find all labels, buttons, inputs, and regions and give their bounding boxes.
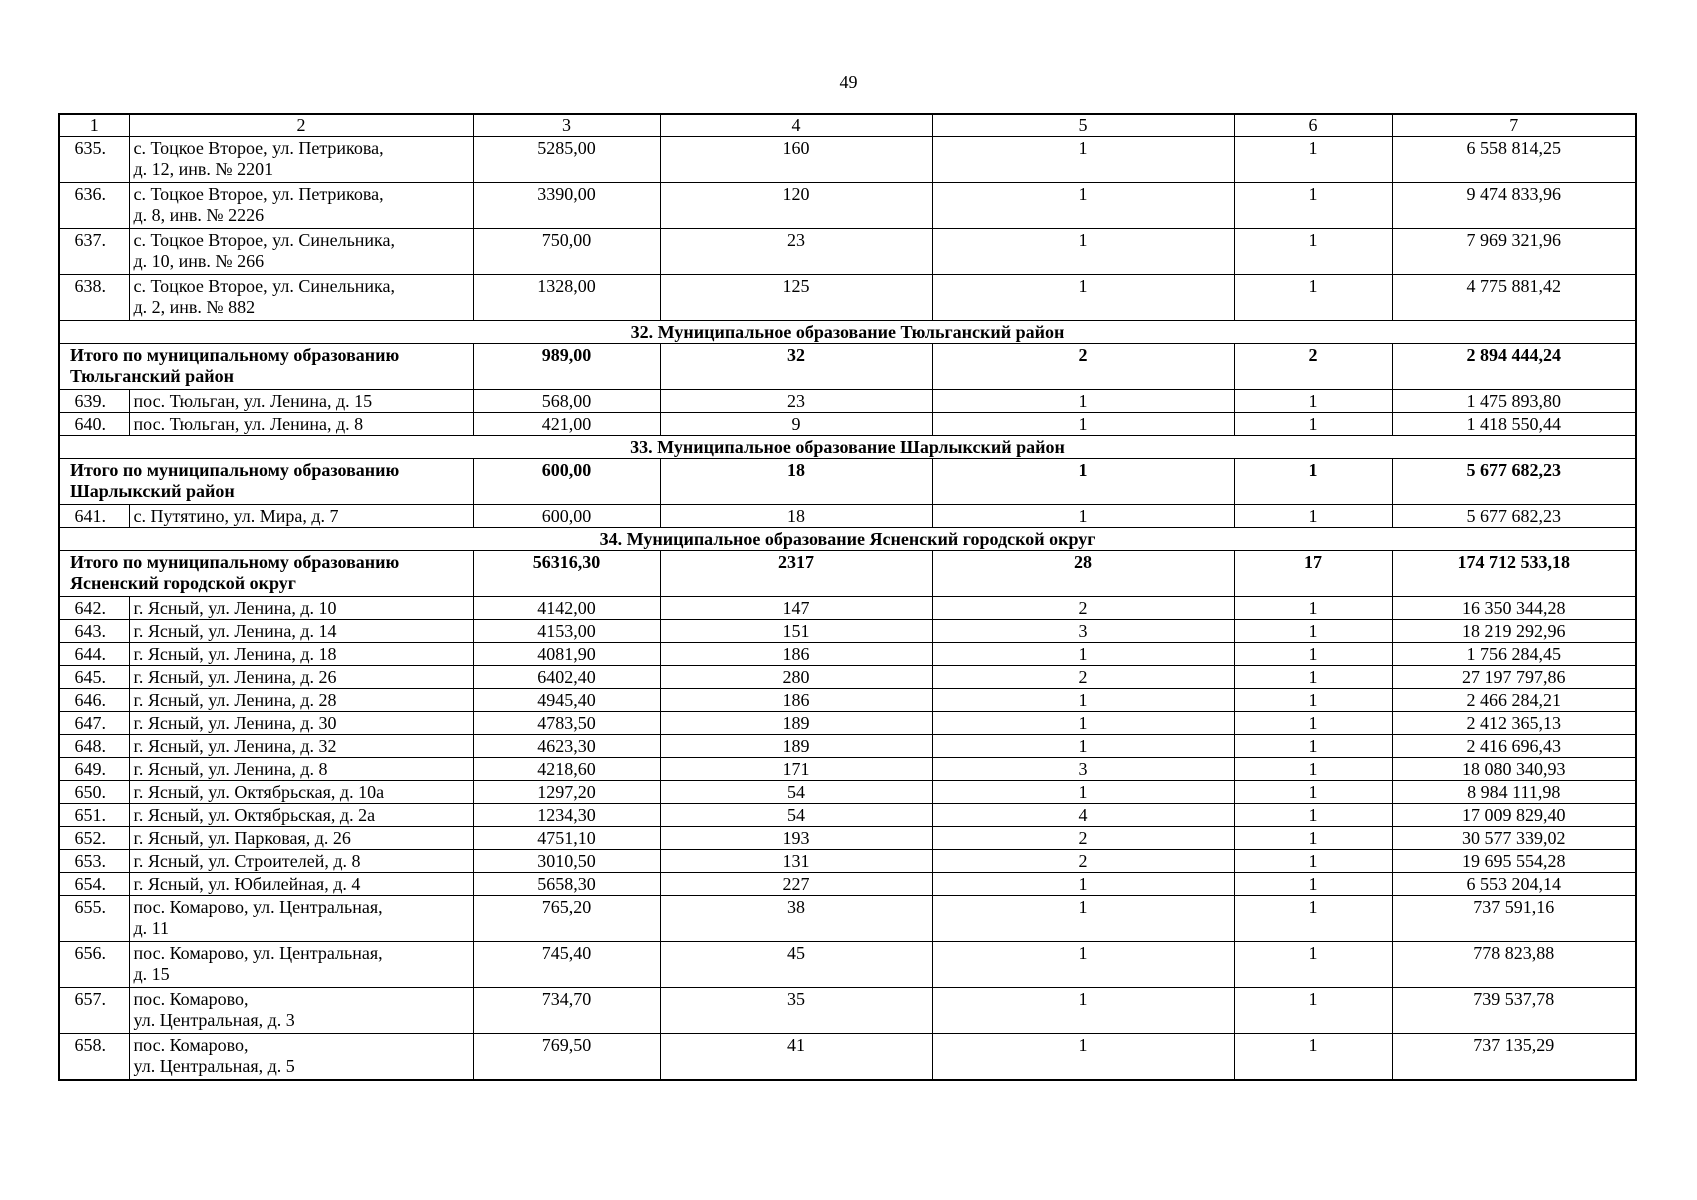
value-c3: 4218,60 [473, 758, 660, 781]
value-c4: 151 [660, 620, 932, 643]
total-label [59, 459, 473, 505]
value-c5: 2 [932, 597, 1234, 620]
value-c6: 1 [1234, 827, 1392, 850]
table-row [59, 229, 1636, 275]
value-c6: 1 [1234, 781, 1392, 804]
address-line: д. 11 [133, 918, 169, 938]
value-c6: 1 [1234, 689, 1392, 712]
total-label-line: Итого по муниципальному образованию [70, 460, 400, 480]
total-value-c7: 5 677 682,23 [1392, 459, 1636, 505]
page-number: 49 [839, 72, 858, 92]
total-label-line: Шарлыкский район [70, 481, 235, 501]
table-row [59, 758, 1636, 781]
row-number: 643. [59, 620, 129, 643]
row-number: 656. [59, 942, 129, 988]
value-c5: 2 [932, 850, 1234, 873]
row-number: 640. [59, 413, 129, 436]
value-c6: 1 [1234, 137, 1392, 183]
value-c6: 1 [1234, 1034, 1392, 1081]
value-c7: 7 969 321,96 [1392, 229, 1636, 275]
value-c3: 4783,50 [473, 712, 660, 735]
value-c6: 1 [1234, 390, 1392, 413]
header-cell: 5 [932, 114, 1234, 137]
value-c6: 1 [1234, 597, 1392, 620]
header-cell: 2 [129, 114, 473, 137]
value-c4: 9 [660, 413, 932, 436]
total-value-c6: 2 [1234, 344, 1392, 390]
row-number: 644. [59, 643, 129, 666]
address-line: г. Ясный, ул. Строителей, д. 8 [133, 851, 361, 871]
table-row [59, 827, 1636, 850]
address-cell [129, 781, 473, 804]
section-title: 34. Муниципальное образование Ясненский городской округ [59, 528, 1636, 551]
table-row [59, 896, 1636, 942]
address-cell [129, 942, 473, 988]
address-cell [129, 620, 473, 643]
section-title: 33. Муниципальное образование Шарлыкский район [59, 436, 1636, 459]
value-c4: 54 [660, 804, 932, 827]
value-c6: 1 [1234, 873, 1392, 896]
table-row [59, 643, 1636, 666]
address-cell [129, 643, 473, 666]
value-c6: 1 [1234, 229, 1392, 275]
value-c4: 186 [660, 643, 932, 666]
value-c7: 18 080 340,93 [1392, 758, 1636, 781]
row-number: 641. [59, 505, 129, 528]
address-line: г. Ясный, ул. Ленина, д. 30 [133, 713, 337, 733]
address-cell [129, 505, 473, 528]
value-c3: 745,40 [473, 942, 660, 988]
value-c6: 1 [1234, 735, 1392, 758]
table-row [59, 712, 1636, 735]
value-c5: 1 [932, 643, 1234, 666]
address-cell [129, 390, 473, 413]
total-value-c7: 2 894 444,24 [1392, 344, 1636, 390]
value-c7: 1 418 550,44 [1392, 413, 1636, 436]
total-value-c7: 174 712 533,18 [1392, 551, 1636, 597]
value-c7: 5 677 682,23 [1392, 505, 1636, 528]
address-line: ул. Центральная, д. 3 [133, 1010, 295, 1030]
section-header-row [59, 321, 1636, 344]
total-row [59, 344, 1636, 390]
value-c5: 1 [932, 183, 1234, 229]
address-cell [129, 275, 473, 321]
value-c7: 6 558 814,25 [1392, 137, 1636, 183]
address-line: д. 2, инв. № 882 [133, 297, 256, 317]
header-cell: 6 [1234, 114, 1392, 137]
row-number: 658. [59, 1034, 129, 1081]
total-value-c5: 2 [932, 344, 1234, 390]
address-line: пос. Тюльган, ул. Ленина, д. 15 [133, 391, 373, 411]
address-line: д. 12, инв. № 2201 [133, 159, 274, 179]
value-c5: 1 [932, 390, 1234, 413]
value-c4: 54 [660, 781, 932, 804]
value-c5: 1 [932, 1034, 1234, 1081]
row-number: 652. [59, 827, 129, 850]
address-cell [129, 1034, 473, 1081]
value-c3: 4081,90 [473, 643, 660, 666]
section-header-row [59, 436, 1636, 459]
value-c7: 737 591,16 [1392, 896, 1636, 942]
value-c3: 3390,00 [473, 183, 660, 229]
header-cell: 1 [59, 114, 129, 137]
value-c5: 1 [932, 229, 1234, 275]
value-c4: 193 [660, 827, 932, 850]
address-line: с. Тоцкое Второе, ул. Синельника, [133, 230, 396, 250]
registry-table [58, 113, 1637, 1081]
address-cell [129, 804, 473, 827]
total-value-c5: 1 [932, 459, 1234, 505]
value-c3: 734,70 [473, 988, 660, 1034]
table-row [59, 620, 1636, 643]
value-c5: 3 [932, 620, 1234, 643]
table-row [59, 390, 1636, 413]
value-c5: 1 [932, 413, 1234, 436]
address-line: д. 8, инв. № 2226 [133, 205, 265, 225]
value-c7: 9 474 833,96 [1392, 183, 1636, 229]
row-number: 642. [59, 597, 129, 620]
value-c7: 4 775 881,42 [1392, 275, 1636, 321]
table-row [59, 1034, 1636, 1081]
section-header-row [59, 528, 1636, 551]
value-c7: 1 475 893,80 [1392, 390, 1636, 413]
header-cell: 4 [660, 114, 932, 137]
table-row [59, 942, 1636, 988]
address-cell [129, 229, 473, 275]
table-row [59, 275, 1636, 321]
address-line: пос. Комарово, ул. Центральная, [133, 943, 383, 963]
value-c7: 18 219 292,96 [1392, 620, 1636, 643]
row-number: 637. [59, 229, 129, 275]
address-cell [129, 988, 473, 1034]
value-c6: 1 [1234, 712, 1392, 735]
value-c3: 568,00 [473, 390, 660, 413]
address-cell [129, 827, 473, 850]
address-line: г. Ясный, ул. Октябрьская, д. 2а [133, 805, 376, 825]
table-row [59, 873, 1636, 896]
value-c4: 41 [660, 1034, 932, 1081]
value-c3: 765,20 [473, 896, 660, 942]
value-c7: 6 553 204,14 [1392, 873, 1636, 896]
table-row [59, 413, 1636, 436]
value-c4: 18 [660, 505, 932, 528]
total-label-line: Итого по муниципальному образованию [70, 345, 400, 365]
address-line: пос. Комарово, [133, 1035, 249, 1055]
header-cell: 7 [1392, 114, 1636, 137]
value-c3: 1234,30 [473, 804, 660, 827]
value-c3: 5285,00 [473, 137, 660, 183]
address-line: г. Ясный, ул. Парковая, д. 26 [133, 828, 351, 848]
value-c4: 23 [660, 229, 932, 275]
address-cell [129, 413, 473, 436]
value-c3: 750,00 [473, 229, 660, 275]
value-c6: 1 [1234, 505, 1392, 528]
value-c6: 1 [1234, 183, 1392, 229]
value-c6: 1 [1234, 666, 1392, 689]
row-number: 650. [59, 781, 129, 804]
value-c5: 1 [932, 505, 1234, 528]
value-c7: 17 009 829,40 [1392, 804, 1636, 827]
total-value-c6: 1 [1234, 459, 1392, 505]
total-value-c4: 2317 [660, 551, 932, 597]
total-value-c4: 32 [660, 344, 932, 390]
row-number: 636. [59, 183, 129, 229]
value-c6: 1 [1234, 413, 1392, 436]
value-c4: 125 [660, 275, 932, 321]
value-c3: 600,00 [473, 505, 660, 528]
value-c5: 1 [932, 781, 1234, 804]
address-cell [129, 137, 473, 183]
total-value-c5: 28 [932, 551, 1234, 597]
value-c5: 1 [932, 712, 1234, 735]
column-number-header [59, 114, 1636, 137]
value-c4: 38 [660, 896, 932, 942]
row-number: 635. [59, 137, 129, 183]
value-c5: 1 [932, 735, 1234, 758]
value-c6: 1 [1234, 804, 1392, 827]
total-value-c4: 18 [660, 459, 932, 505]
total-label [59, 551, 473, 597]
address-line: г. Ясный, ул. Ленина, д. 26 [133, 667, 337, 687]
section-title: 32. Муниципальное образование Тюльганский район [59, 321, 1636, 344]
table-row [59, 666, 1636, 689]
value-c4: 120 [660, 183, 932, 229]
value-c3: 1328,00 [473, 275, 660, 321]
total-label-line: Ясненский городской округ [70, 573, 296, 593]
value-c4: 280 [660, 666, 932, 689]
value-c7: 19 695 554,28 [1392, 850, 1636, 873]
value-c4: 23 [660, 390, 932, 413]
value-c5: 1 [932, 942, 1234, 988]
total-label-line: Тюльганский район [70, 366, 234, 386]
value-c5: 1 [932, 689, 1234, 712]
value-c5: 1 [932, 896, 1234, 942]
table-row [59, 137, 1636, 183]
row-number: 638. [59, 275, 129, 321]
row-number: 647. [59, 712, 129, 735]
total-row [59, 459, 1636, 505]
value-c3: 421,00 [473, 413, 660, 436]
value-c7: 2 412 365,13 [1392, 712, 1636, 735]
address-line: ул. Центральная, д. 5 [133, 1056, 295, 1076]
value-c5: 1 [932, 988, 1234, 1034]
address-line: г. Ясный, ул. Ленина, д. 10 [133, 598, 337, 618]
address-cell [129, 689, 473, 712]
value-c4: 35 [660, 988, 932, 1034]
table-row [59, 988, 1636, 1034]
total-label [59, 344, 473, 390]
address-line: пос. Комарово, [133, 989, 249, 1009]
address-cell [129, 896, 473, 942]
total-row [59, 551, 1636, 597]
value-c3: 5658,30 [473, 873, 660, 896]
value-c6: 1 [1234, 896, 1392, 942]
address-line: г. Ясный, ул. Юбилейная, д. 4 [133, 874, 361, 894]
table-row [59, 505, 1636, 528]
value-c7: 8 984 111,98 [1392, 781, 1636, 804]
header-cell: 3 [473, 114, 660, 137]
value-c4: 186 [660, 689, 932, 712]
row-number: 654. [59, 873, 129, 896]
value-c6: 1 [1234, 850, 1392, 873]
table-row [59, 781, 1636, 804]
total-value-c6: 17 [1234, 551, 1392, 597]
value-c5: 1 [932, 275, 1234, 321]
value-c4: 131 [660, 850, 932, 873]
value-c3: 3010,50 [473, 850, 660, 873]
address-cell [129, 712, 473, 735]
table-body [59, 114, 1636, 1080]
table-row [59, 597, 1636, 620]
value-c4: 171 [660, 758, 932, 781]
value-c5: 1 [932, 137, 1234, 183]
table-row [59, 804, 1636, 827]
total-value-c3: 600,00 [473, 459, 660, 505]
row-number: 648. [59, 735, 129, 758]
address-line: с. Путятино, ул. Мира, д. 7 [133, 506, 339, 526]
value-c3: 1297,20 [473, 781, 660, 804]
address-line: г. Ясный, ул. Ленина, д. 18 [133, 644, 337, 664]
value-c4: 45 [660, 942, 932, 988]
row-number: 655. [59, 896, 129, 942]
row-number: 651. [59, 804, 129, 827]
row-number: 657. [59, 988, 129, 1034]
address-line: с. Тоцкое Второе, ул. Синельника, [133, 276, 396, 296]
row-number: 653. [59, 850, 129, 873]
address-cell [129, 873, 473, 896]
value-c6: 1 [1234, 643, 1392, 666]
value-c7: 778 823,88 [1392, 942, 1636, 988]
value-c4: 147 [660, 597, 932, 620]
value-c3: 769,50 [473, 1034, 660, 1081]
address-line: пос. Комарово, ул. Центральная, [133, 897, 383, 917]
address-cell [129, 758, 473, 781]
address-line: с. Тоцкое Второе, ул. Петрикова, [133, 184, 384, 204]
value-c7: 2 466 284,21 [1392, 689, 1636, 712]
address-line: г. Ясный, ул. Ленина, д. 28 [133, 690, 337, 710]
address-cell [129, 735, 473, 758]
value-c3: 4142,00 [473, 597, 660, 620]
total-label-line: Итого по муниципальному образованию [70, 552, 400, 572]
row-number: 639. [59, 390, 129, 413]
value-c6: 1 [1234, 942, 1392, 988]
value-c7: 737 135,29 [1392, 1034, 1636, 1081]
value-c5: 3 [932, 758, 1234, 781]
value-c3: 4623,30 [473, 735, 660, 758]
row-number: 649. [59, 758, 129, 781]
value-c4: 160 [660, 137, 932, 183]
value-c7: 1 756 284,45 [1392, 643, 1636, 666]
total-value-c3: 56316,30 [473, 551, 660, 597]
address-line: г. Ясный, ул. Ленина, д. 8 [133, 759, 328, 779]
value-c4: 189 [660, 712, 932, 735]
address-line: г. Ясный, ул. Ленина, д. 32 [133, 736, 337, 756]
value-c6: 1 [1234, 620, 1392, 643]
value-c5: 2 [932, 827, 1234, 850]
table-row [59, 850, 1636, 873]
address-line: д. 10, инв. № 266 [133, 251, 265, 271]
value-c6: 1 [1234, 758, 1392, 781]
table-row [59, 183, 1636, 229]
address-line: д. 15 [133, 964, 170, 984]
value-c6: 1 [1234, 988, 1392, 1034]
value-c5: 4 [932, 804, 1234, 827]
address-line: г. Ясный, ул. Ленина, д. 14 [133, 621, 337, 641]
address-cell [129, 850, 473, 873]
value-c7: 16 350 344,28 [1392, 597, 1636, 620]
address-cell [129, 183, 473, 229]
address-cell [129, 666, 473, 689]
row-number: 645. [59, 666, 129, 689]
value-c7: 739 537,78 [1392, 988, 1636, 1034]
value-c5: 1 [932, 873, 1234, 896]
value-c3: 4945,40 [473, 689, 660, 712]
value-c4: 189 [660, 735, 932, 758]
value-c7: 2 416 696,43 [1392, 735, 1636, 758]
address-line: г. Ясный, ул. Октябрьская, д. 10а [133, 782, 385, 802]
value-c7: 30 577 339,02 [1392, 827, 1636, 850]
value-c7: 27 197 797,86 [1392, 666, 1636, 689]
value-c5: 2 [932, 666, 1234, 689]
address-cell [129, 597, 473, 620]
value-c4: 227 [660, 873, 932, 896]
address-line: с. Тоцкое Второе, ул. Петрикова, [133, 138, 384, 158]
table-row [59, 689, 1636, 712]
table-row [59, 735, 1636, 758]
value-c3: 6402,40 [473, 666, 660, 689]
value-c6: 1 [1234, 275, 1392, 321]
address-line: пос. Тюльган, ул. Ленина, д. 8 [133, 414, 364, 434]
value-c3: 4751,10 [473, 827, 660, 850]
value-c3: 4153,00 [473, 620, 660, 643]
row-number: 646. [59, 689, 129, 712]
total-value-c3: 989,00 [473, 344, 660, 390]
